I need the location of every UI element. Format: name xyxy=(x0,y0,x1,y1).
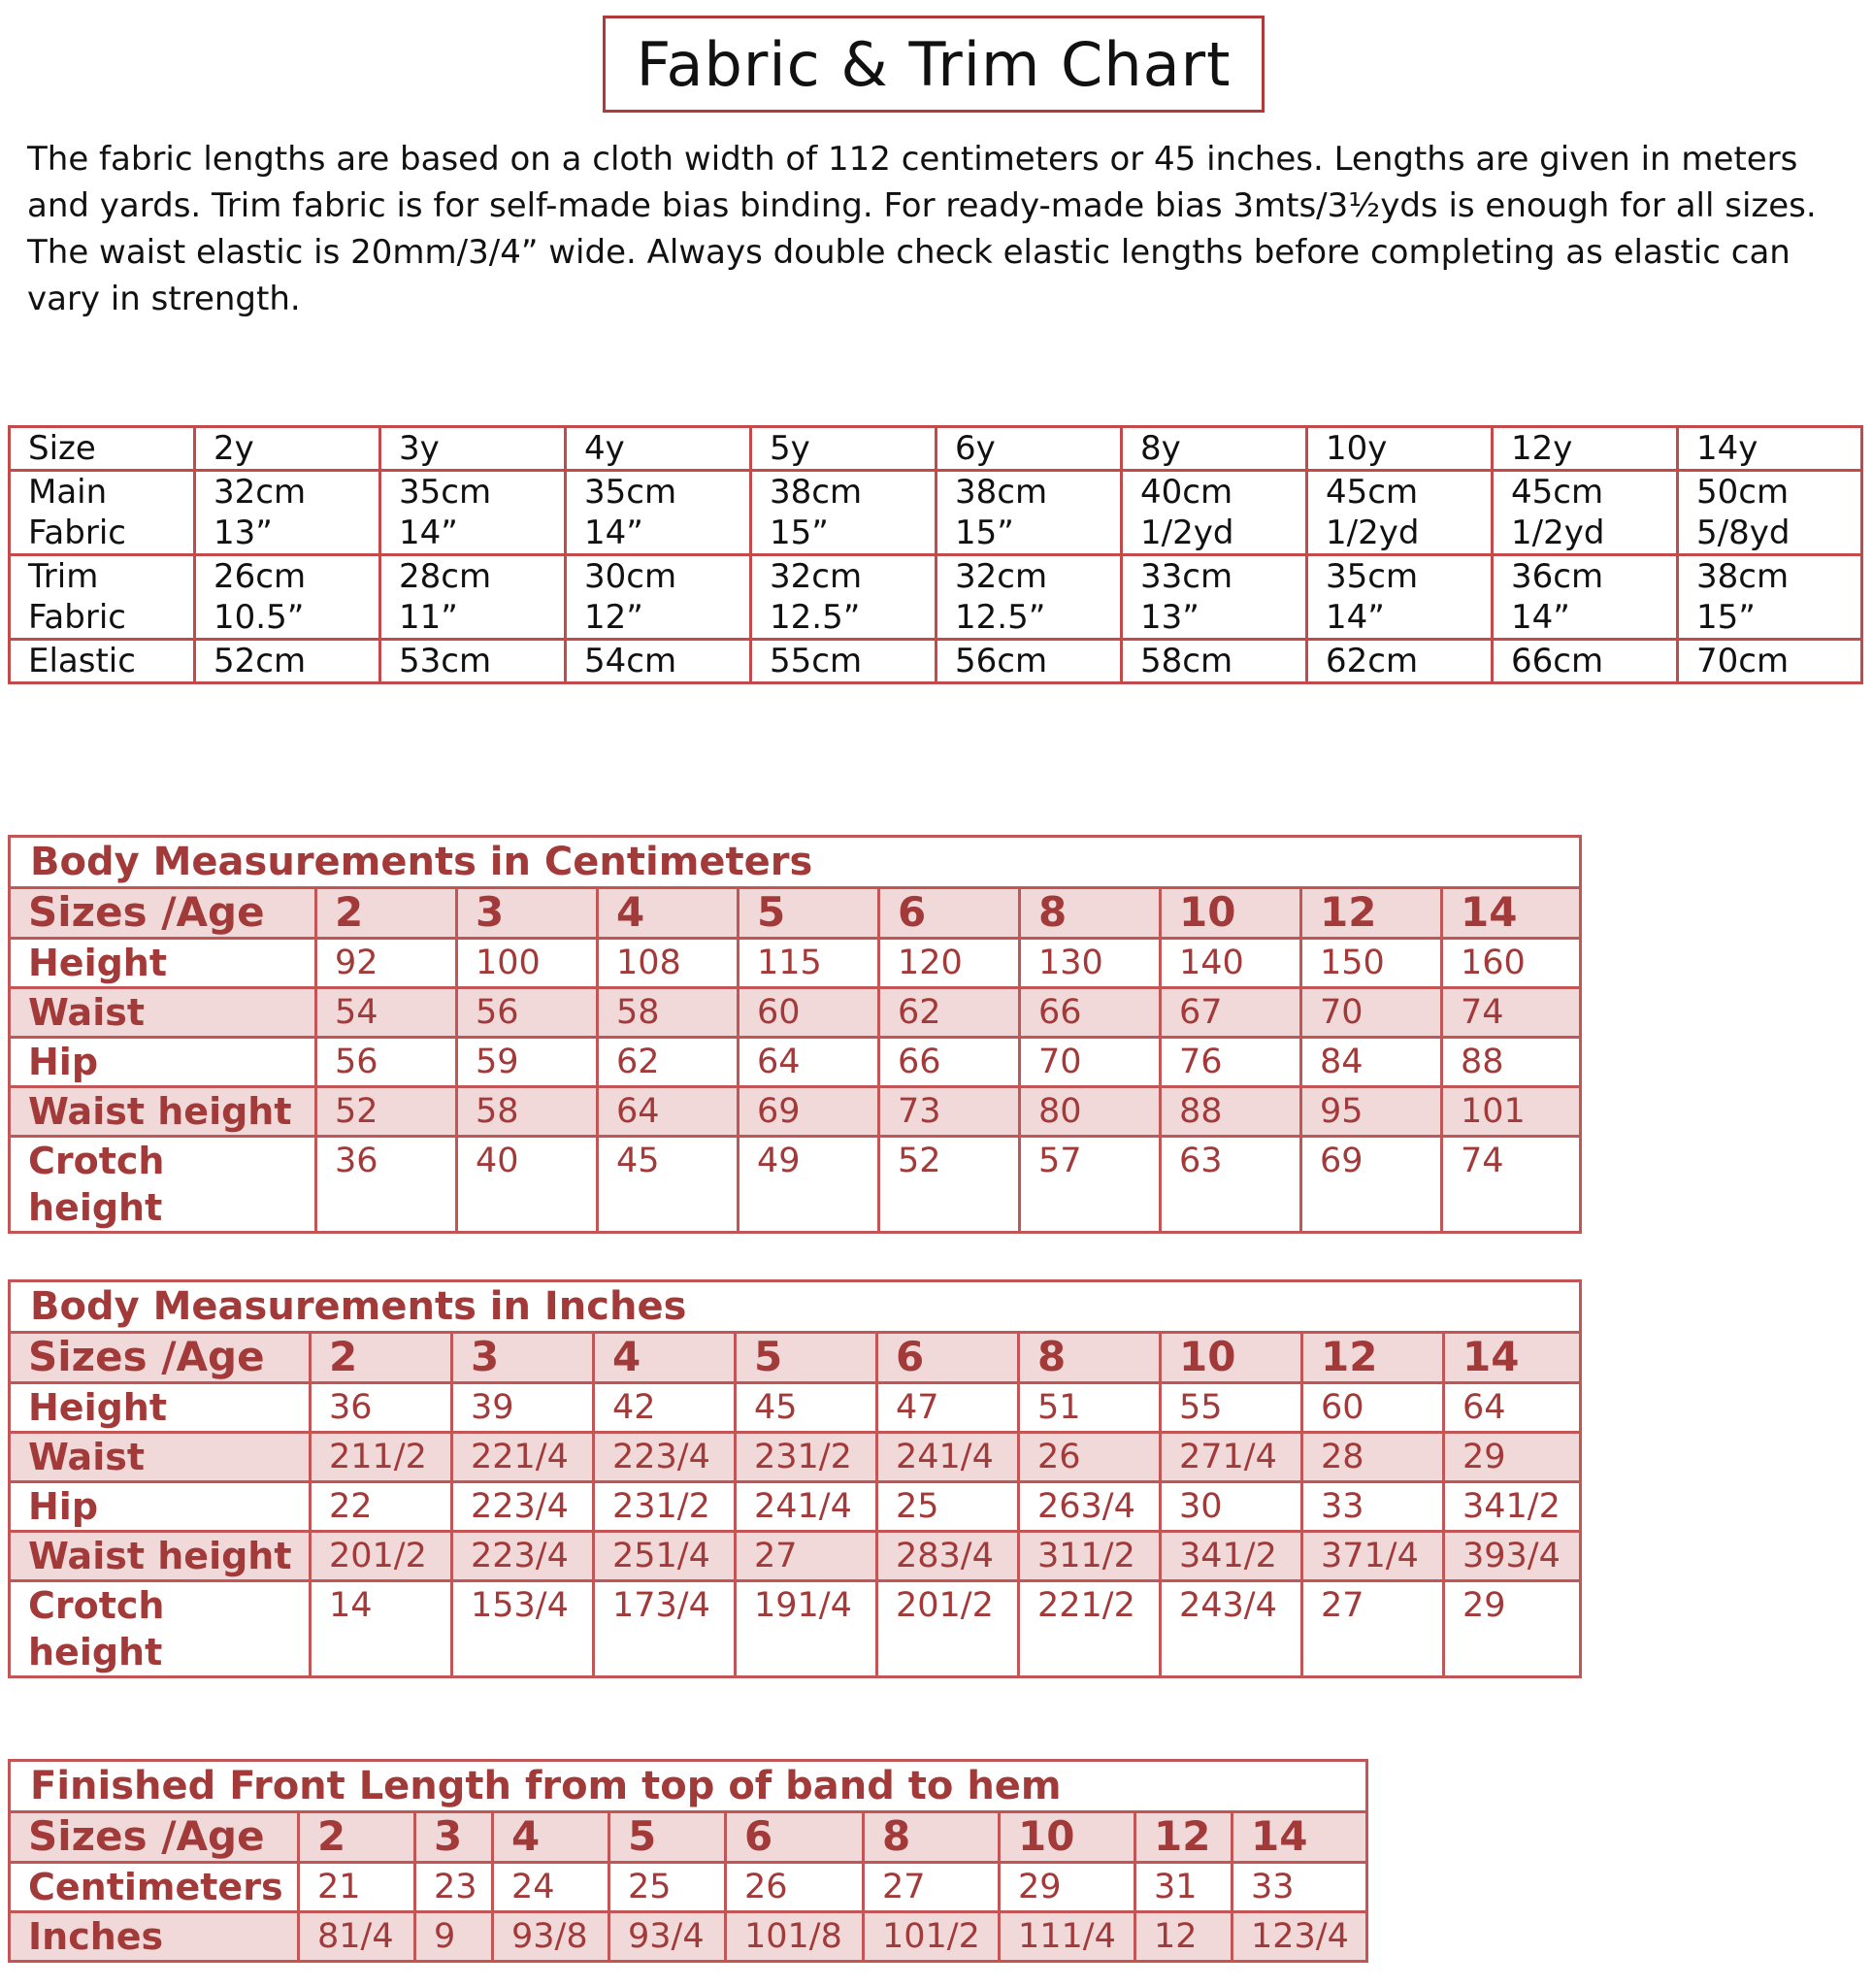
size-header-cell: 14 xyxy=(1442,888,1581,939)
value-cell: 341/2 xyxy=(1161,1532,1302,1581)
imperial-value: 13” xyxy=(1140,598,1199,637)
value-cell: 67 xyxy=(1161,988,1301,1038)
fabric-size-cell: 12y xyxy=(1493,427,1678,471)
value-cell: 95 xyxy=(1301,1087,1442,1137)
value-cell: 33 xyxy=(1232,1863,1367,1912)
value-cell: 36 xyxy=(311,1383,452,1433)
row-label: Waist xyxy=(10,988,316,1038)
table-row xyxy=(10,1038,1581,1087)
row-label: Hip xyxy=(10,1482,311,1532)
size-header-cell: 5 xyxy=(609,1812,726,1863)
value-cell: 69 xyxy=(1301,1137,1442,1233)
metric-value: 28cm xyxy=(399,557,492,596)
size-header-cell: 6 xyxy=(879,888,1020,939)
value-cell: 88 xyxy=(1161,1087,1301,1137)
value-cell: 84 xyxy=(1301,1038,1442,1087)
value-cell: 55 xyxy=(1161,1383,1302,1433)
size-header-cell: 4 xyxy=(493,1812,609,1863)
metric-value: 30cm xyxy=(584,557,677,596)
value-cell: 93/4 xyxy=(609,1912,726,1962)
value-cell: 22 xyxy=(311,1482,452,1532)
table-row xyxy=(10,1433,1581,1482)
imperial-value: 5/8yd xyxy=(1696,514,1791,552)
size-header-cell: 10 xyxy=(1161,888,1301,939)
table-row xyxy=(10,1087,1581,1137)
fabric-size-cell: 10y xyxy=(1307,427,1493,471)
metric-value: 38cm xyxy=(1696,557,1790,596)
value-cell: 66 xyxy=(879,1038,1020,1087)
size-header-cell: 12 xyxy=(1135,1812,1232,1863)
front-caption-row xyxy=(10,1761,1367,1812)
size-header-cell: 4 xyxy=(594,1333,736,1383)
table-row xyxy=(10,939,1581,988)
imperial-value: 11” xyxy=(399,598,458,637)
value-cell: 283/4 xyxy=(877,1532,1019,1581)
value-cell: 26 xyxy=(726,1863,864,1912)
row-label: Hip xyxy=(10,1038,316,1087)
table-row xyxy=(10,988,1581,1038)
value-cell: 115 xyxy=(739,939,879,988)
value-cell: 28 xyxy=(1302,1433,1444,1482)
fabric-elastic-cell: 53cm xyxy=(380,640,566,683)
metric-value: 50cm xyxy=(1696,473,1790,512)
size-header-cell: 14 xyxy=(1232,1812,1367,1863)
fabric-main-row-cell xyxy=(195,471,380,555)
imperial-value: 1/2yd xyxy=(1511,514,1605,552)
inches-header-row xyxy=(10,1333,1581,1383)
value-cell: 62 xyxy=(879,988,1020,1038)
metric-value: 35cm xyxy=(1326,557,1419,596)
fabric-elastic-cell: 55cm xyxy=(751,640,936,683)
fabric-size-cell: 6y xyxy=(936,427,1122,471)
metric-value: 32cm xyxy=(955,557,1048,596)
value-cell: 56 xyxy=(457,988,598,1038)
value-cell: 88 xyxy=(1442,1038,1581,1087)
fabric-main-row-label: Main Fabric xyxy=(10,471,195,555)
value-cell: 60 xyxy=(1302,1383,1444,1433)
fabric-elastic-cell: 70cm xyxy=(1678,640,1862,683)
fabric-elastic-cell: 56cm xyxy=(936,640,1122,683)
value-cell: 36 xyxy=(316,1137,457,1233)
value-cell: 12 xyxy=(1135,1912,1232,1962)
fabric-trim-row-cell xyxy=(1307,555,1493,640)
fabric-trim-row-cell xyxy=(751,555,936,640)
intro-text xyxy=(27,136,1852,322)
value-cell: 81/4 xyxy=(299,1912,415,1962)
value-cell: 231/2 xyxy=(594,1482,736,1532)
fabric-size-cell: 2y xyxy=(195,427,380,471)
value-cell: 29 xyxy=(1444,1581,1581,1677)
value-cell: 24 xyxy=(493,1863,609,1912)
size-header-cell: 12 xyxy=(1302,1333,1444,1383)
fabric-trim-row-cell xyxy=(1678,555,1862,640)
value-cell: 160 xyxy=(1442,939,1581,988)
table-caption: Finished Front Length from top of band to hem xyxy=(10,1761,1367,1812)
value-cell: 211/2 xyxy=(311,1433,452,1482)
cm-caption-row xyxy=(10,837,1581,888)
value-cell: 101 xyxy=(1442,1087,1581,1137)
value-cell: 64 xyxy=(739,1038,879,1087)
value-cell: 221/2 xyxy=(1019,1581,1161,1677)
value-cell: 93/8 xyxy=(493,1912,609,1962)
imperial-value: 14” xyxy=(1511,598,1570,637)
value-cell: 26 xyxy=(1019,1433,1161,1482)
size-header-cell: 4 xyxy=(598,888,739,939)
fabric-trim-row-cell xyxy=(380,555,566,640)
value-cell: 54 xyxy=(316,988,457,1038)
size-header-cell: 2 xyxy=(299,1812,415,1863)
fabric-size-cell: 5y xyxy=(751,427,936,471)
value-cell: 29 xyxy=(1000,1863,1135,1912)
size-header-cell: 3 xyxy=(457,888,598,939)
value-cell: 40 xyxy=(457,1137,598,1233)
table-row xyxy=(10,1137,1581,1233)
size-header-cell: 3 xyxy=(415,1812,493,1863)
value-cell: 74 xyxy=(1442,988,1581,1038)
value-cell: 9 xyxy=(415,1912,493,1962)
value-cell: 108 xyxy=(598,939,739,988)
cm-header-row xyxy=(10,888,1581,939)
fabric-elastic-cell: 58cm xyxy=(1122,640,1307,683)
value-cell: 51 xyxy=(1019,1383,1161,1433)
value-cell: 57 xyxy=(1020,1137,1161,1233)
value-cell: 371/4 xyxy=(1302,1532,1444,1581)
metric-value: 40cm xyxy=(1140,473,1233,512)
value-cell: 73 xyxy=(879,1087,1020,1137)
metric-value: 35cm xyxy=(399,473,492,512)
value-cell: 52 xyxy=(879,1137,1020,1233)
size-header-cell: 10 xyxy=(1000,1812,1135,1863)
fabric-trim-row-cell xyxy=(566,555,751,640)
value-cell: 64 xyxy=(1444,1383,1581,1433)
value-cell: 140 xyxy=(1161,939,1301,988)
value-cell: 241/4 xyxy=(877,1433,1019,1482)
table-row xyxy=(10,1532,1581,1581)
table-row xyxy=(10,1912,1367,1962)
fabric-main-row-cell xyxy=(751,471,936,555)
imperial-value: 13” xyxy=(214,514,273,552)
imperial-value: 15” xyxy=(1696,598,1756,637)
value-cell: 27 xyxy=(736,1532,877,1581)
row-label: Centimeters xyxy=(10,1863,299,1912)
fabric-size-cell: 14y xyxy=(1678,427,1862,471)
value-cell: 263/4 xyxy=(1019,1482,1161,1532)
value-cell: 45 xyxy=(736,1383,877,1433)
value-cell: 25 xyxy=(609,1863,726,1912)
imperial-value: 15” xyxy=(770,514,829,552)
table-row xyxy=(10,1863,1367,1912)
value-cell: 66 xyxy=(1020,988,1161,1038)
value-cell: 76 xyxy=(1161,1038,1301,1087)
fabric-main-row-cell xyxy=(1122,471,1307,555)
row-label: Crotch height xyxy=(10,1581,311,1677)
value-cell: 27 xyxy=(864,1863,1000,1912)
finished-front-length-table xyxy=(8,1759,1368,1963)
imperial-value: 10.5” xyxy=(214,598,305,637)
value-cell: 59 xyxy=(457,1038,598,1087)
size-header-cell: 5 xyxy=(736,1333,877,1383)
value-cell: 30 xyxy=(1161,1482,1302,1532)
row-label: Height xyxy=(10,1383,311,1433)
value-cell: 153/4 xyxy=(452,1581,594,1677)
imperial-value: 15” xyxy=(955,514,1014,552)
value-cell: 201/2 xyxy=(877,1581,1019,1677)
value-cell: 63 xyxy=(1161,1137,1301,1233)
value-cell: 223/4 xyxy=(594,1433,736,1482)
value-cell: 123/4 xyxy=(1232,1912,1367,1962)
value-cell: 52 xyxy=(316,1087,457,1137)
page-title: Fabric & Trim Chart xyxy=(603,16,1265,113)
sizes-age-label: Sizes /Age xyxy=(10,888,316,939)
value-cell: 58 xyxy=(457,1087,598,1137)
value-cell: 42 xyxy=(594,1383,736,1433)
row-label: Inches xyxy=(10,1912,299,1962)
value-cell: 341/2 xyxy=(1444,1482,1581,1532)
body-measurements-cm-table xyxy=(8,835,1582,1234)
value-cell: 221/4 xyxy=(452,1433,594,1482)
fabric-size-row xyxy=(10,427,1862,471)
imperial-value: 14” xyxy=(399,514,458,552)
value-cell: 64 xyxy=(598,1087,739,1137)
size-header-cell: 8 xyxy=(1020,888,1161,939)
value-cell: 201/2 xyxy=(311,1532,452,1581)
size-header-cell: 5 xyxy=(739,888,879,939)
fabric-trim-row xyxy=(10,555,1862,640)
fabric-size-cell: 8y xyxy=(1122,427,1307,471)
row-label: Waist height xyxy=(10,1087,316,1137)
size-header-cell: 6 xyxy=(726,1812,864,1863)
fabric-elastic-cell: 66cm xyxy=(1493,640,1678,683)
value-cell: 150 xyxy=(1301,939,1442,988)
body-measurements-inches-table xyxy=(8,1279,1582,1678)
intro-paragraph-elastic: The waist elastic is 20mm/3/4” wide. Always double check elastic lengths before completing as elastic can vary in strength. xyxy=(27,233,1791,318)
fabric-elastic-row-label: Elastic xyxy=(10,640,195,683)
size-header-cell: 10 xyxy=(1161,1333,1302,1383)
value-cell: 311/2 xyxy=(1019,1532,1161,1581)
value-cell: 173/4 xyxy=(594,1581,736,1677)
fabric-main-row-cell xyxy=(1493,471,1678,555)
value-cell: 62 xyxy=(598,1038,739,1087)
fabric-trim-row-cell xyxy=(1122,555,1307,640)
value-cell: 92 xyxy=(316,939,457,988)
fabric-elastic-row xyxy=(10,640,1862,683)
size-header-cell: 14 xyxy=(1444,1333,1581,1383)
size-header-cell: 8 xyxy=(864,1812,1000,1863)
value-cell: 56 xyxy=(316,1038,457,1087)
value-cell: 100 xyxy=(457,939,598,988)
value-cell: 251/4 xyxy=(594,1532,736,1581)
value-cell: 101/2 xyxy=(864,1912,1000,1962)
fabric-main-row-cell xyxy=(380,471,566,555)
fabric-main-row xyxy=(10,471,1862,555)
value-cell: 58 xyxy=(598,988,739,1038)
fabric-elastic-cell: 62cm xyxy=(1307,640,1493,683)
metric-value: 45cm xyxy=(1326,473,1419,512)
value-cell: 111/4 xyxy=(1000,1912,1135,1962)
value-cell: 223/4 xyxy=(452,1482,594,1532)
fabric-trim-row-label: Trim Fabric xyxy=(10,555,195,640)
value-cell: 21 xyxy=(299,1863,415,1912)
value-cell: 191/4 xyxy=(736,1581,877,1677)
value-cell: 23 xyxy=(415,1863,493,1912)
fabric-main-row-cell xyxy=(566,471,751,555)
fabric-main-row-cell xyxy=(1307,471,1493,555)
intro-paragraph-fabric: The fabric lengths are based on a cloth width of 112 centimeters or 45 inches. Lengths are given in meters and yards. Trim fabric is for self-made bias binding. For ready-made bias 3mts/3½yds is enough for all sizes. xyxy=(27,140,1817,225)
fabric-elastic-cell: 52cm xyxy=(195,640,380,683)
metric-value: 38cm xyxy=(955,473,1048,512)
value-cell: 74 xyxy=(1442,1137,1581,1233)
metric-value: 26cm xyxy=(214,557,307,596)
value-cell: 130 xyxy=(1020,939,1161,988)
table-row xyxy=(10,1383,1581,1433)
value-cell: 231/2 xyxy=(736,1433,877,1482)
inches-caption-row xyxy=(10,1281,1581,1333)
value-cell: 70 xyxy=(1301,988,1442,1038)
fabric-trim-row-cell xyxy=(1493,555,1678,640)
value-cell: 393/4 xyxy=(1444,1532,1581,1581)
size-header-cell: 3 xyxy=(452,1333,594,1383)
row-label: Waist xyxy=(10,1433,311,1482)
size-header-cell: 6 xyxy=(877,1333,1019,1383)
value-cell: 243/4 xyxy=(1161,1581,1302,1677)
value-cell: 70 xyxy=(1020,1038,1161,1087)
value-cell: 31 xyxy=(1135,1863,1232,1912)
value-cell: 45 xyxy=(598,1137,739,1233)
metric-value: 32cm xyxy=(770,557,863,596)
table-caption: Body Measurements in Centimeters xyxy=(10,837,1581,888)
sizes-age-label: Sizes /Age xyxy=(10,1333,311,1383)
fabric-size-label: Size xyxy=(10,427,195,471)
imperial-value: 1/2yd xyxy=(1326,514,1420,552)
size-header-cell: 8 xyxy=(1019,1333,1161,1383)
row-label: Waist height xyxy=(10,1532,311,1581)
metric-value: 38cm xyxy=(770,473,863,512)
value-cell: 69 xyxy=(739,1087,879,1137)
value-cell: 271/4 xyxy=(1161,1433,1302,1482)
table-caption: Body Measurements in Inches xyxy=(10,1281,1581,1333)
value-cell: 101/8 xyxy=(726,1912,864,1962)
metric-value: 36cm xyxy=(1511,557,1604,596)
metric-value: 45cm xyxy=(1511,473,1604,512)
value-cell: 27 xyxy=(1302,1581,1444,1677)
value-cell: 120 xyxy=(879,939,1020,988)
size-header-cell: 2 xyxy=(316,888,457,939)
imperial-value: 12.5” xyxy=(770,598,861,637)
value-cell: 25 xyxy=(877,1482,1019,1532)
imperial-value: 14” xyxy=(584,514,643,552)
metric-value: 33cm xyxy=(1140,557,1233,596)
value-cell: 60 xyxy=(739,988,879,1038)
size-header-cell: 12 xyxy=(1301,888,1442,939)
fabric-main-row-cell xyxy=(936,471,1122,555)
value-cell: 80 xyxy=(1020,1087,1161,1137)
row-label: Height xyxy=(10,939,316,988)
metric-value: 32cm xyxy=(214,473,307,512)
size-header-cell: 2 xyxy=(311,1333,452,1383)
table-row xyxy=(10,1482,1581,1532)
row-label: Crotch height xyxy=(10,1137,316,1233)
fabric-elastic-cell: 54cm xyxy=(566,640,751,683)
value-cell: 33 xyxy=(1302,1482,1444,1532)
imperial-value: 12” xyxy=(584,598,643,637)
front-header-row xyxy=(10,1812,1367,1863)
fabric-trim-row-cell xyxy=(936,555,1122,640)
imperial-value: 12.5” xyxy=(955,598,1046,637)
fabric-main-row-cell xyxy=(1678,471,1862,555)
value-cell: 14 xyxy=(311,1581,452,1677)
value-cell: 241/4 xyxy=(736,1482,877,1532)
value-cell: 223/4 xyxy=(452,1532,594,1581)
imperial-value: 1/2yd xyxy=(1140,514,1234,552)
value-cell: 39 xyxy=(452,1383,594,1433)
fabric-size-cell: 3y xyxy=(380,427,566,471)
metric-value: 35cm xyxy=(584,473,677,512)
sizes-age-label: Sizes /Age xyxy=(10,1812,299,1863)
fabric-size-cell: 4y xyxy=(566,427,751,471)
fabric-trim-row-cell xyxy=(195,555,380,640)
value-cell: 47 xyxy=(877,1383,1019,1433)
table-row xyxy=(10,1581,1581,1677)
fabric-trim-table xyxy=(8,425,1863,684)
value-cell: 49 xyxy=(739,1137,879,1233)
imperial-value: 14” xyxy=(1326,598,1385,637)
value-cell: 29 xyxy=(1444,1433,1581,1482)
